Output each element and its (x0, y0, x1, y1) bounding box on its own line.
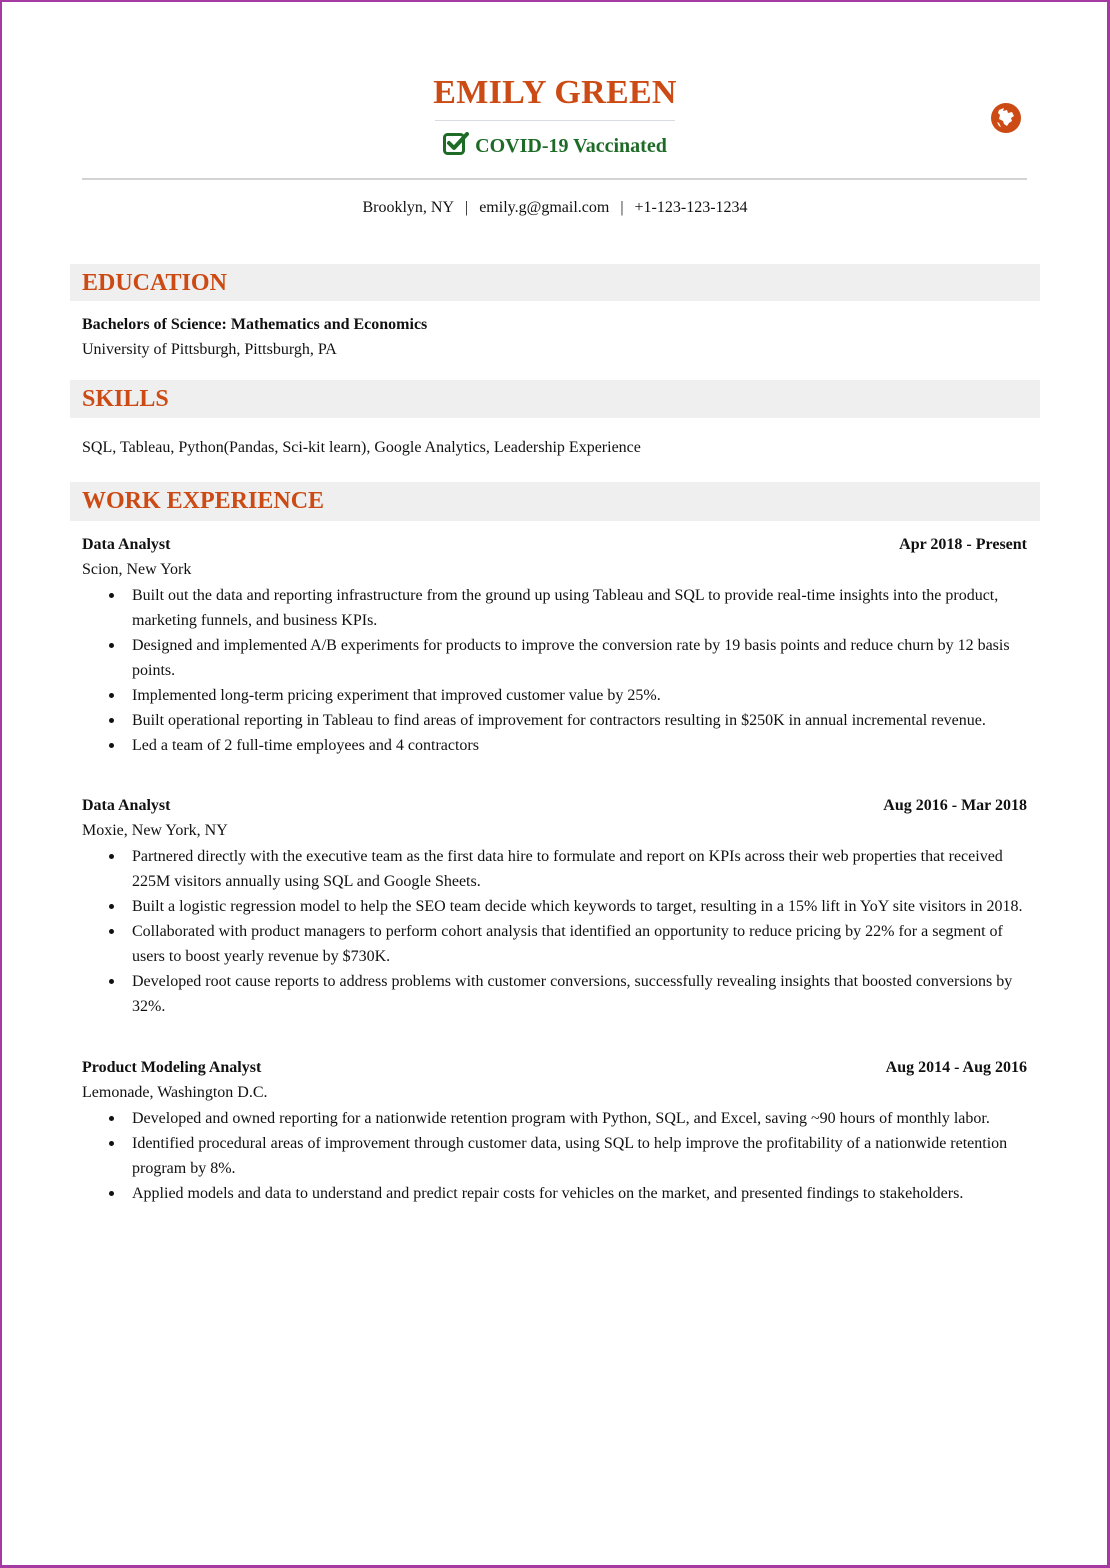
job-title: Data Analyst (82, 536, 171, 553)
education-school: University of Pittsburgh, Pittsburgh, PA (82, 341, 337, 358)
contact-separator: | (465, 199, 469, 216)
job-company: Lemonade, Washington D.C. (82, 1084, 268, 1101)
job-dates: Apr 2018 - Present (899, 536, 1027, 553)
job-bullet: Implemented long-term pricing experiment that improved customer value by 25%. (132, 683, 1032, 708)
job-bullet: Identified procedural areas of improvement through customer data, using SQL to help improve the profitability of a nationwide retention program by 8%. (132, 1131, 1032, 1181)
job-bullet: Partnered directly with the executive team as the first data hire to formulate and report on KPIs across their web properties that received 225M visitors annually using SQL and Google Sheets. (132, 844, 1032, 894)
job-bullet: Built a logistic regression model to help the SEO team decide which keywords to target, resulting in a 15% lift in YoY site visitors in 2018. (132, 894, 1032, 919)
job-bullet: Collaborated with product managers to perform cohort analysis that identified an opportunity to reduce pricing by 22% for a segment of users to boost yearly revenue by $730K. (132, 919, 1032, 969)
name-divider (435, 120, 675, 121)
job-bullet: Led a team of 2 full-time employees and 4 contractors (132, 733, 1032, 758)
job-bullets (82, 1106, 1032, 1206)
job-company: Moxie, New York, NY (82, 822, 228, 839)
vaccination-label: COVID-19 Vaccinated (475, 135, 667, 157)
job-bullets (82, 844, 1032, 1019)
job-dates: Aug 2014 - Aug 2016 (885, 1059, 1027, 1076)
job-bullet: Built operational reporting in Tableau to find areas of improvement for contractors resulting in $250K in annual incremental revenue. (132, 708, 1032, 733)
job-bullet: Designed and implemented A/B experiments for products to improve the conversion rate by 19 basis points and reduce churn by 12 basis points. (132, 633, 1032, 683)
job-title: Data Analyst (82, 797, 171, 814)
contact-email[interactable]: emily.g@gmail.com (479, 199, 610, 216)
education-heading: EDUCATION (70, 264, 1040, 301)
header-divider (82, 178, 1027, 180)
skills-heading: SKILLS (70, 380, 1040, 418)
job-bullets (82, 583, 1032, 758)
job-company: Scion, New York (82, 561, 192, 578)
contact-location: Brooklyn, NY (362, 199, 454, 216)
job-bullet: Developed and owned reporting for a nationwide retention program with Python, SQL, and Excel, saving ~90 hours of monthly labor. (132, 1106, 1032, 1131)
globe-icon[interactable] (990, 102, 1022, 134)
job-bullet: Built out the data and reporting infrastructure from the ground up using Tableau and SQL to provide real-time insights into the product, marketing funnels, and business KPIs. (132, 583, 1032, 633)
candidate-name: EMILY GREEN (433, 74, 677, 111)
contact-separator: | (620, 199, 624, 216)
job-title: Product Modeling Analyst (82, 1059, 262, 1076)
job-bullet: Developed root cause reports to address problems with customer conversions, successfully revealing insights that boosted conversions by 32%. (132, 969, 1032, 1019)
education-degree: Bachelors of Science: Mathematics and Economics (82, 316, 428, 333)
work-experience-heading: WORK EXPERIENCE (70, 482, 1040, 521)
skills-list: SQL, Tableau, Python(Pandas, Sci-kit learn), Google Analytics, Leadership Experience (82, 439, 641, 456)
vaccination-badge (0, 132, 1110, 162)
job-bullet: Applied models and data to understand and predict repair costs for vehicles on the market, and presented findings to stakeholders. (132, 1181, 1032, 1206)
job-dates: Aug 2016 - Mar 2018 (883, 797, 1027, 814)
check-square-icon (443, 132, 469, 162)
contact-line (0, 199, 1110, 217)
contact-phone: +1-123-123-1234 (634, 199, 748, 216)
